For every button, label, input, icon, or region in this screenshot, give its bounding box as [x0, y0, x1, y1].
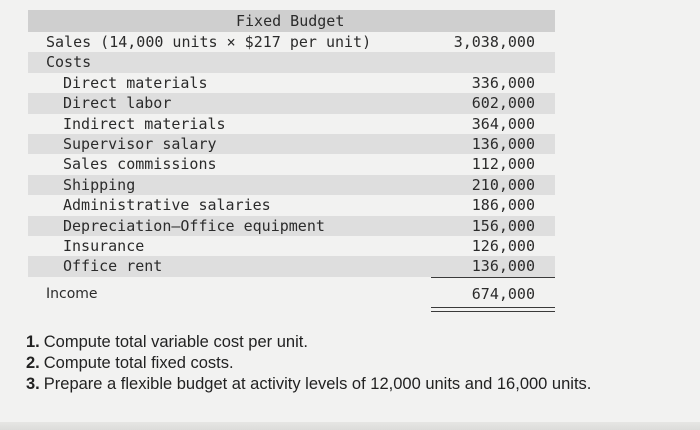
question-item — [26, 332, 591, 353]
subtotal-rule — [431, 277, 555, 279]
cost-amount: 210,000 — [471, 175, 535, 194]
cost-label: Direct labor — [63, 94, 172, 113]
cost-label: Shipping — [63, 175, 136, 194]
bottom-edge — [0, 422, 700, 430]
income-label: Income — [46, 285, 98, 302]
cost-label: Supervisor salary — [63, 134, 217, 153]
double-rule-container — [28, 307, 555, 313]
cost-row-direct-labor — [28, 93, 555, 113]
cost-row-shipping — [28, 175, 555, 195]
question-item — [26, 353, 591, 374]
sales-row — [28, 32, 555, 52]
costs-label: Costs — [46, 53, 92, 72]
budget-title-row — [28, 10, 555, 32]
question-text: Compute total variable cost per unit. — [43, 333, 308, 351]
cost-amount: 336,000 — [471, 73, 535, 92]
cost-row-indirect-materials — [28, 114, 555, 134]
cost-amount: 126,000 — [471, 236, 535, 255]
question-item — [26, 374, 591, 395]
cost-row-direct-materials — [28, 73, 555, 93]
cost-amount: 112,000 — [471, 155, 535, 174]
budget-title: Fixed Budget — [236, 12, 345, 30]
sales-label: Sales (14,000 units × $217 per unit) — [46, 33, 372, 51]
cost-amount: 156,000 — [471, 216, 535, 235]
total-rule-container — [28, 277, 555, 279]
cost-amount: 136,000 — [471, 134, 535, 153]
costs-header-row — [28, 52, 555, 72]
cost-row-administrative-salaries — [28, 195, 555, 215]
cost-row-insurance — [28, 236, 555, 256]
cost-label: Indirect materials — [63, 114, 226, 133]
cost-row-supervisor-salary — [28, 134, 555, 154]
question-number: 2. — [26, 354, 40, 372]
question-text: Prepare a flexible budget at activity levels of 12,000 units and 16,000 units. — [43, 375, 592, 393]
question-list — [26, 332, 591, 395]
cost-row-office-rent — [28, 256, 555, 276]
cost-label: Direct materials — [63, 73, 208, 92]
cost-amount: 136,000 — [471, 257, 535, 276]
income-row — [28, 281, 555, 307]
income-amount: 674,000 — [471, 284, 535, 303]
cost-label: Depreciation—Office equipment — [63, 216, 325, 235]
question-text: Compute total fixed costs. — [43, 354, 234, 372]
cost-label: Sales commissions — [63, 155, 217, 174]
double-underline-rule — [431, 307, 555, 312]
cost-row-depreciation — [28, 216, 555, 236]
cost-amount: 602,000 — [471, 94, 535, 113]
cost-row-sales-commissions — [28, 154, 555, 174]
question-number: 1. — [26, 333, 40, 351]
cost-label: Insurance — [63, 236, 145, 255]
cost-amount: 186,000 — [471, 196, 535, 215]
cost-amount: 364,000 — [471, 114, 535, 133]
cost-label: Office rent — [63, 257, 163, 276]
cost-label: Administrative salaries — [63, 196, 271, 215]
question-number: 3. — [26, 375, 40, 393]
sales-amount: 3,038,000 — [453, 33, 535, 51]
fixed-budget-table — [28, 10, 555, 313]
